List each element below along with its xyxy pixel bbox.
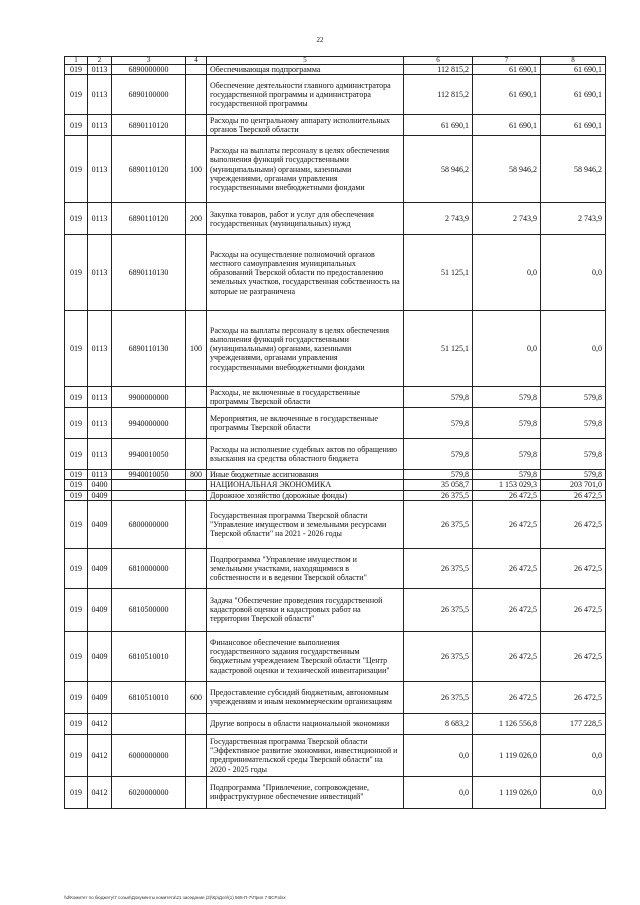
cell-amount-2: 0,0 [473,311,541,387]
cell-expense-type [186,588,207,631]
cell-section: 0412 [88,776,112,808]
cell-target-article: 6890110120 [112,115,186,136]
cell-amount-3: 579,8 [541,439,606,470]
table-row [65,713,606,734]
cell-expense-type: 100 [186,311,207,387]
cell-amount-2: 0,0 [473,235,541,311]
cell-amount-1: 579,8 [404,387,473,408]
cell-amount-3: 579,8 [541,387,606,408]
cell-admin-code: 019 [65,439,88,470]
table-row [65,203,606,235]
cell-amount-1: 579,8 [404,439,473,470]
cell-target-article [112,713,186,734]
cell-description: Иные бюджетные ассигнования [207,470,404,480]
cell-admin-code: 019 [65,734,88,776]
cell-amount-1: 26 375,5 [404,548,473,588]
column-number: 6 [404,57,473,65]
cell-target-article: 6890100000 [112,75,186,115]
cell-expense-type [186,500,207,548]
page-number: 22 [316,36,324,44]
column-number: 8 [541,57,606,65]
table-row [65,776,606,808]
cell-expense-type [186,734,207,776]
cell-target-article: 9940000000 [112,408,186,439]
table-row [65,311,606,387]
cell-target-article: 6800000000 [112,500,186,548]
cell-amount-2: 1 126 556,8 [473,713,541,734]
column-number: 3 [112,57,186,65]
cell-amount-1: 112 815,2 [404,75,473,115]
table-row [65,480,606,490]
table-row [65,115,606,136]
cell-amount-1: 0,0 [404,734,473,776]
cell-expense-type [186,631,207,681]
cell-amount-1: 26 375,5 [404,588,473,631]
cell-target-article: 6810000000 [112,548,186,588]
cell-expense-type [186,115,207,136]
cell-amount-2: 26 472,5 [473,631,541,681]
cell-target-article [112,480,186,490]
cell-expense-type [186,235,207,311]
cell-section: 0113 [88,439,112,470]
cell-amount-2: 26 472,5 [473,500,541,548]
cell-section: 0409 [88,490,112,500]
table-row [65,490,606,500]
cell-amount-3: 0,0 [541,734,606,776]
cell-amount-3: 0,0 [541,776,606,808]
cell-description: Задача "Обеспечение проведения государственной кадастровой оценки и кадастровых работ на территории Тверской области" [207,588,404,631]
cell-description: Расходы, не включенные в государственные программы Тверской области [207,387,404,408]
cell-admin-code: 019 [65,408,88,439]
cell-section: 0113 [88,235,112,311]
cell-description: Предоставление субсидий бюджетным, автономным учреждениям и иным некоммерческим организациям [207,681,404,713]
cell-section: 0409 [88,588,112,631]
cell-description: Расходы на исполнение судебных актов по обращению взыскания на средства областного бюджета [207,439,404,470]
cell-description: Расходы на осуществление полномочий органов местного самоуправления муниципальных образований Тверской области по предоставлению земельных участков, государственная собственность на которые не разграничена [207,235,404,311]
cell-amount-3: 579,8 [541,470,606,480]
table-row [65,548,606,588]
cell-description: Дорожное хозяйство (дорожные фонды) [207,490,404,500]
cell-admin-code: 019 [65,500,88,548]
cell-section: 0409 [88,548,112,588]
cell-admin-code: 019 [65,548,88,588]
cell-target-article: 6020000000 [112,776,186,808]
cell-expense-type [186,776,207,808]
cell-target-article: 6810510010 [112,681,186,713]
file-path-footer: \\d\Комитет по бюджету\7 созыв\Документы комитета\21 заседание (2)\Кр\Доп\(1) 565-П-7\Прил 7 ВСР.xlsx [64,895,286,900]
column-number: 1 [65,57,88,65]
column-number: 2 [88,57,112,65]
cell-amount-3: 579,8 [541,408,606,439]
cell-amount-2: 2 743,9 [473,203,541,235]
table-row [65,631,606,681]
cell-amount-3: 0,0 [541,235,606,311]
column-number: 4 [186,57,207,65]
table-row [65,136,606,203]
cell-amount-1: 26 375,5 [404,681,473,713]
cell-description: Расходы на выплаты персоналу в целях обеспечения выполнения функций государственными (муниципальными) органами, казенными учреждениями, органами управления государственными внебюджетными фондами [207,311,404,387]
cell-section: 0113 [88,387,112,408]
cell-target-article: 6890110130 [112,235,186,311]
table-row [65,65,606,75]
table-row [65,470,606,480]
table-row [65,500,606,548]
cell-amount-1: 51 125,1 [404,311,473,387]
cell-target-article: 6890110120 [112,136,186,203]
cell-admin-code: 019 [65,490,88,500]
cell-admin-code: 019 [65,311,88,387]
cell-amount-1: 8 683,2 [404,713,473,734]
cell-amount-3: 61 690,1 [541,115,606,136]
cell-amount-3: 61 690,1 [541,65,606,75]
cell-amount-2: 1 119 026,0 [473,734,541,776]
column-number: 7 [473,57,541,65]
cell-admin-code: 019 [65,235,88,311]
cell-expense-type [186,387,207,408]
cell-amount-2: 26 472,5 [473,588,541,631]
cell-section: 0113 [88,311,112,387]
cell-amount-2: 26 472,5 [473,548,541,588]
table-row [65,387,606,408]
cell-amount-3: 61 690,1 [541,75,606,115]
cell-expense-type: 200 [186,203,207,235]
cell-amount-2: 1 119 026,0 [473,776,541,808]
cell-target-article: 9940010050 [112,439,186,470]
cell-amount-1: 112 815,2 [404,65,473,75]
cell-amount-1: 2 743,9 [404,203,473,235]
cell-description: Обеспечение деятельности главного администратора государственной программы и администратора государственной программы [207,75,404,115]
cell-target-article: 6890110120 [112,203,186,235]
cell-amount-3: 26 472,5 [541,490,606,500]
cell-section: 0412 [88,713,112,734]
cell-amount-2: 61 690,1 [473,75,541,115]
cell-expense-type [186,75,207,115]
cell-admin-code: 019 [65,75,88,115]
cell-expense-type [186,408,207,439]
cell-admin-code: 019 [65,681,88,713]
cell-admin-code: 019 [65,588,88,631]
cell-amount-2: 579,8 [473,387,541,408]
cell-admin-code: 019 [65,776,88,808]
cell-expense-type [186,65,207,75]
cell-admin-code: 019 [65,480,88,490]
cell-section: 0113 [88,75,112,115]
table-row [65,75,606,115]
table-row [65,681,606,713]
cell-admin-code: 019 [65,470,88,480]
cell-target-article: 6890110130 [112,311,186,387]
cell-amount-3: 26 472,5 [541,588,606,631]
cell-amount-3: 26 472,5 [541,681,606,713]
cell-target-article: 9900000000 [112,387,186,408]
cell-amount-3: 26 472,5 [541,500,606,548]
cell-expense-type [186,490,207,500]
cell-amount-2: 26 472,5 [473,490,541,500]
cell-description: Государственная программа Тверской области "Эффективное развитие экономики, инвестиционной и предпринимательской среды Тверской области" на 2020 - 2025 годы [207,734,404,776]
cell-section: 0113 [88,203,112,235]
cell-amount-2: 58 946,2 [473,136,541,203]
cell-amount-1: 26 375,5 [404,500,473,548]
cell-amount-1: 26 375,5 [404,631,473,681]
cell-amount-1: 579,8 [404,408,473,439]
cell-admin-code: 019 [65,115,88,136]
cell-expense-type: 600 [186,681,207,713]
column-number: 5 [207,57,404,65]
cell-section: 0113 [88,470,112,480]
budget-table [64,56,606,809]
table-row [65,588,606,631]
cell-section: 0113 [88,136,112,203]
cell-amount-3: 26 472,5 [541,548,606,588]
cell-amount-1: 58 946,2 [404,136,473,203]
cell-admin-code: 019 [65,631,88,681]
cell-amount-1: 579,8 [404,470,473,480]
cell-amount-1: 35 058,7 [404,480,473,490]
table-row [65,235,606,311]
cell-amount-2: 61 690,1 [473,65,541,75]
cell-amount-3: 2 743,9 [541,203,606,235]
cell-amount-2: 61 690,1 [473,115,541,136]
table-row [65,734,606,776]
cell-amount-3: 203 701,0 [541,480,606,490]
cell-amount-3: 26 472,5 [541,631,606,681]
cell-target-article: 6000000000 [112,734,186,776]
cell-description: Другие вопросы в области национальной экономики [207,713,404,734]
cell-target-article: 9940010050 [112,470,186,480]
cell-target-article: 6890000000 [112,65,186,75]
cell-expense-type [186,548,207,588]
cell-description: Расходы на выплаты персоналу в целях обеспечения выполнения функций государственными (муниципальными) органами, казенными учреждениями, органами управления государственными внебюджетными фондами [207,136,404,203]
cell-expense-type: 800 [186,470,207,480]
cell-description: Государственная программа Тверской области "Управление имуществом и земельными ресурсами Тверской области" на 2021 - 2026 годы [207,500,404,548]
cell-amount-1: 51 125,1 [404,235,473,311]
cell-amount-2: 1 153 029,3 [473,480,541,490]
cell-amount-2: 579,8 [473,408,541,439]
table-body [65,57,606,809]
cell-admin-code: 019 [65,203,88,235]
cell-description: Мероприятия, не включенные в государственные программы Тверской области [207,408,404,439]
cell-amount-3: 58 946,2 [541,136,606,203]
cell-amount-3: 177 228,5 [541,713,606,734]
cell-description: НАЦИОНАЛЬНАЯ ЭКОНОМИКА [207,480,404,490]
cell-expense-type [186,439,207,470]
cell-target-article: 6810500000 [112,588,186,631]
cell-section: 0409 [88,631,112,681]
cell-amount-1: 26 375,5 [404,490,473,500]
cell-section: 0113 [88,408,112,439]
cell-expense-type [186,713,207,734]
cell-section: 0409 [88,500,112,548]
cell-admin-code: 019 [65,65,88,75]
cell-admin-code: 019 [65,713,88,734]
cell-section: 0113 [88,115,112,136]
cell-description: Подпрограмма "Управление имуществом и земельными участками, находящимися в собственности и в ведении Тверской области" [207,548,404,588]
cell-amount-3: 0,0 [541,311,606,387]
cell-expense-type: 100 [186,136,207,203]
cell-description: Закупка товаров, работ и услуг для обеспечения государственных (муниципальных) нужд [207,203,404,235]
cell-amount-2: 579,8 [473,470,541,480]
cell-admin-code: 019 [65,387,88,408]
cell-description: Подпрограмма "Привлечение, сопровождение, инфраструктурное обеспечение инвестиций" [207,776,404,808]
cell-amount-1: 0,0 [404,776,473,808]
cell-amount-2: 579,8 [473,439,541,470]
column-number-row [65,57,606,65]
cell-description: Расходы по центральному аппарату исполнительных органов Тверской области [207,115,404,136]
cell-section: 0412 [88,734,112,776]
table-row [65,439,606,470]
cell-section: 0400 [88,480,112,490]
cell-target-article: 6810510010 [112,631,186,681]
cell-amount-1: 61 690,1 [404,115,473,136]
cell-section: 0409 [88,681,112,713]
cell-description: Финансовое обеспечение выполнения государственного задания государственным бюджетным учреждением Тверской области "Центр кадастровой оценки и технической инвентаризации" [207,631,404,681]
cell-amount-2: 26 472,5 [473,681,541,713]
cell-expense-type [186,480,207,490]
cell-target-article [112,490,186,500]
cell-description: Обеспечивающая подпрограмма [207,65,404,75]
table-row [65,408,606,439]
cell-admin-code: 019 [65,136,88,203]
cell-section: 0113 [88,65,112,75]
